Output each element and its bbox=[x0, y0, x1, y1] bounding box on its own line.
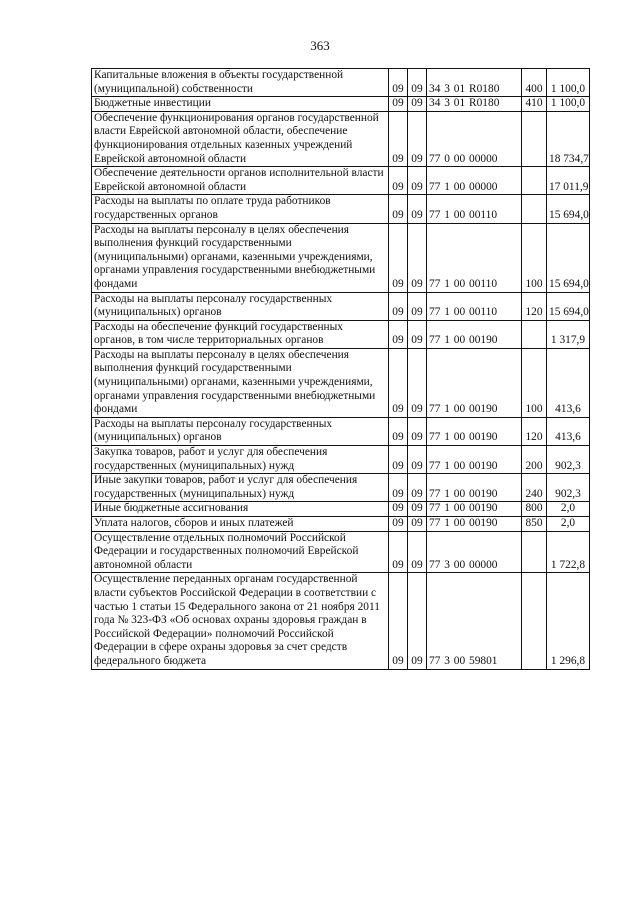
row-subsection: 09 bbox=[408, 531, 427, 573]
table-row bbox=[92, 320, 590, 348]
row-amount: 18 734,7 bbox=[547, 111, 590, 166]
row-amount: 902,3 bbox=[547, 446, 590, 474]
row-target-article: 77 3 00 59801 bbox=[427, 573, 522, 669]
row-name: Расходы на выплаты персоналу в целях обеспечения выполнения функций государственными (муниципальными) органами, казенными учреждениями, органами управления государственными внебюджетными фондами bbox=[92, 223, 389, 292]
row-amount: 1 100,0 bbox=[547, 69, 590, 97]
row-section: 09 bbox=[389, 417, 408, 445]
row-target-article: 77 1 00 00110 bbox=[427, 223, 522, 292]
table-row bbox=[92, 417, 590, 445]
row-name: Расходы на выплаты персоналу в целях обеспечения выполнения функций государственными (муниципальными) органами, казенными учреждениями, органами управления государственными внебюджетными фондами bbox=[92, 348, 389, 417]
row-section: 09 bbox=[389, 517, 408, 532]
row-expense-type: 200 bbox=[522, 446, 547, 474]
row-subsection: 09 bbox=[408, 195, 427, 223]
row-name: Обеспечение деятельности органов исполнительной власти Еврейской автономной области bbox=[92, 167, 389, 195]
row-amount: 2,0 bbox=[547, 517, 590, 532]
row-expense-type: 410 bbox=[522, 97, 547, 112]
row-expense-type bbox=[522, 195, 547, 223]
row-expense-type: 240 bbox=[522, 474, 547, 502]
row-expense-type: 120 bbox=[522, 292, 547, 320]
row-name: Закупка товаров, работ и услуг для обеспечения государственных (муниципальных) нужд bbox=[92, 446, 389, 474]
row-target-article: 77 3 00 00000 bbox=[427, 531, 522, 573]
row-section: 09 bbox=[389, 446, 408, 474]
row-target-article: 77 1 00 00110 bbox=[427, 195, 522, 223]
row-subsection: 09 bbox=[408, 502, 427, 517]
row-subsection: 09 bbox=[408, 167, 427, 195]
row-amount: 902,3 bbox=[547, 474, 590, 502]
row-target-article: 77 1 00 00000 bbox=[427, 167, 522, 195]
row-name: Расходы на обеспечение функций государственных органов, в том числе территориальных органов bbox=[92, 320, 389, 348]
row-target-article: 77 1 00 00190 bbox=[427, 502, 522, 517]
row-target-article: 77 1 00 00190 bbox=[427, 348, 522, 417]
row-subsection: 09 bbox=[408, 573, 427, 669]
row-section: 09 bbox=[389, 348, 408, 417]
table-row bbox=[92, 348, 590, 417]
row-section: 09 bbox=[389, 97, 408, 112]
row-amount: 1 722,8 bbox=[547, 531, 590, 573]
row-section: 09 bbox=[389, 195, 408, 223]
table-row bbox=[92, 167, 590, 195]
table-row bbox=[92, 97, 590, 112]
row-subsection: 09 bbox=[408, 223, 427, 292]
page-number: 363 bbox=[310, 38, 330, 53]
row-name: Уплата налогов, сборов и иных платежей bbox=[92, 517, 389, 532]
row-section: 09 bbox=[389, 573, 408, 669]
row-expense-type bbox=[522, 531, 547, 573]
table-row bbox=[92, 474, 590, 502]
row-section: 09 bbox=[389, 167, 408, 195]
row-section: 09 bbox=[389, 320, 408, 348]
row-subsection: 09 bbox=[408, 474, 427, 502]
table-row bbox=[92, 531, 590, 573]
row-name: Бюджетные инвестиции bbox=[92, 97, 389, 112]
table-row bbox=[92, 223, 590, 292]
row-expense-type: 100 bbox=[522, 223, 547, 292]
row-expense-type bbox=[522, 573, 547, 669]
table-row bbox=[92, 573, 590, 669]
row-name: Иные бюджетные ассигнования bbox=[92, 502, 389, 517]
row-target-article: 34 3 01 R0180 bbox=[427, 69, 522, 97]
row-section: 09 bbox=[389, 531, 408, 573]
row-expense-type: 100 bbox=[522, 348, 547, 417]
row-expense-type bbox=[522, 320, 547, 348]
table-row bbox=[92, 111, 590, 166]
budget-table bbox=[91, 68, 590, 670]
row-name: Осуществление переданных органам государственной власти субъектов Российской Федерации в соответствии с частью 1 статьи 15 Федерального закона от 21 ноября 2011 года № 323-ФЗ «Об основах охраны здоровья граждан в Российской Федерации» полномочий Российской Федерации в сфере охраны здоровья за счет средств федерального бюджета bbox=[92, 573, 389, 669]
row-subsection: 09 bbox=[408, 111, 427, 166]
row-target-article: 77 1 00 00190 bbox=[427, 517, 522, 532]
row-amount: 2,0 bbox=[547, 502, 590, 517]
row-subsection: 09 bbox=[408, 348, 427, 417]
row-subsection: 09 bbox=[408, 417, 427, 445]
row-name: Капитальные вложения в объекты государственной (муниципальной) собственности bbox=[92, 69, 389, 97]
row-expense-type: 400 bbox=[522, 69, 547, 97]
row-expense-type bbox=[522, 167, 547, 195]
row-target-article: 77 1 00 00110 bbox=[427, 292, 522, 320]
row-amount: 1 100,0 bbox=[547, 97, 590, 112]
row-name: Расходы на выплаты персоналу государственных (муниципальных) органов bbox=[92, 417, 389, 445]
table-row bbox=[92, 502, 590, 517]
table-row bbox=[92, 195, 590, 223]
row-amount: 1 296,8 bbox=[547, 573, 590, 669]
row-expense-type: 120 bbox=[522, 417, 547, 445]
row-name: Обеспечение функционирования органов государственной власти Еврейской автономной области, обеспечение функционирования отдельных казенных учреждений Еврейской автономной области bbox=[92, 111, 389, 166]
row-target-article: 77 1 00 00190 bbox=[427, 417, 522, 445]
row-amount: 17 011,9 bbox=[547, 167, 590, 195]
row-expense-type bbox=[522, 111, 547, 166]
row-subsection: 09 bbox=[408, 320, 427, 348]
row-target-article: 77 1 00 00190 bbox=[427, 446, 522, 474]
table-row bbox=[92, 69, 590, 97]
row-amount: 15 694,0 bbox=[547, 195, 590, 223]
row-amount: 1 317,9 bbox=[547, 320, 590, 348]
table-row bbox=[92, 517, 590, 532]
row-section: 09 bbox=[389, 111, 408, 166]
table-row bbox=[92, 446, 590, 474]
row-name: Иные закупки товаров, работ и услуг для обеспечения государственных (муниципальных) нужд bbox=[92, 474, 389, 502]
row-subsection: 09 bbox=[408, 292, 427, 320]
table-row bbox=[92, 292, 590, 320]
row-name: Расходы на выплаты по оплате труда работников государственных органов bbox=[92, 195, 389, 223]
row-section: 09 bbox=[389, 69, 408, 97]
row-target-article: 34 3 01 R0180 bbox=[427, 97, 522, 112]
row-target-article: 77 1 00 00190 bbox=[427, 320, 522, 348]
row-target-article: 77 0 00 00000 bbox=[427, 111, 522, 166]
row-amount: 413,6 bbox=[547, 348, 590, 417]
row-subsection: 09 bbox=[408, 69, 427, 97]
row-section: 09 bbox=[389, 474, 408, 502]
row-subsection: 09 bbox=[408, 97, 427, 112]
row-section: 09 bbox=[389, 223, 408, 292]
row-amount: 15 694,0 bbox=[547, 292, 590, 320]
row-section: 09 bbox=[389, 502, 408, 517]
row-amount: 15 694,0 bbox=[547, 223, 590, 292]
row-name: Расходы на выплаты персоналу государственных (муниципальных) органов bbox=[92, 292, 389, 320]
row-expense-type: 800 bbox=[522, 502, 547, 517]
row-section: 09 bbox=[389, 292, 408, 320]
row-amount: 413,6 bbox=[547, 417, 590, 445]
row-subsection: 09 bbox=[408, 517, 427, 532]
row-subsection: 09 bbox=[408, 446, 427, 474]
row-target-article: 77 1 00 00190 bbox=[427, 474, 522, 502]
row-name: Осуществление отдельных полномочий Российской Федерации и государственных полномочий Еврейской автономной области bbox=[92, 531, 389, 573]
row-expense-type: 850 bbox=[522, 517, 547, 532]
